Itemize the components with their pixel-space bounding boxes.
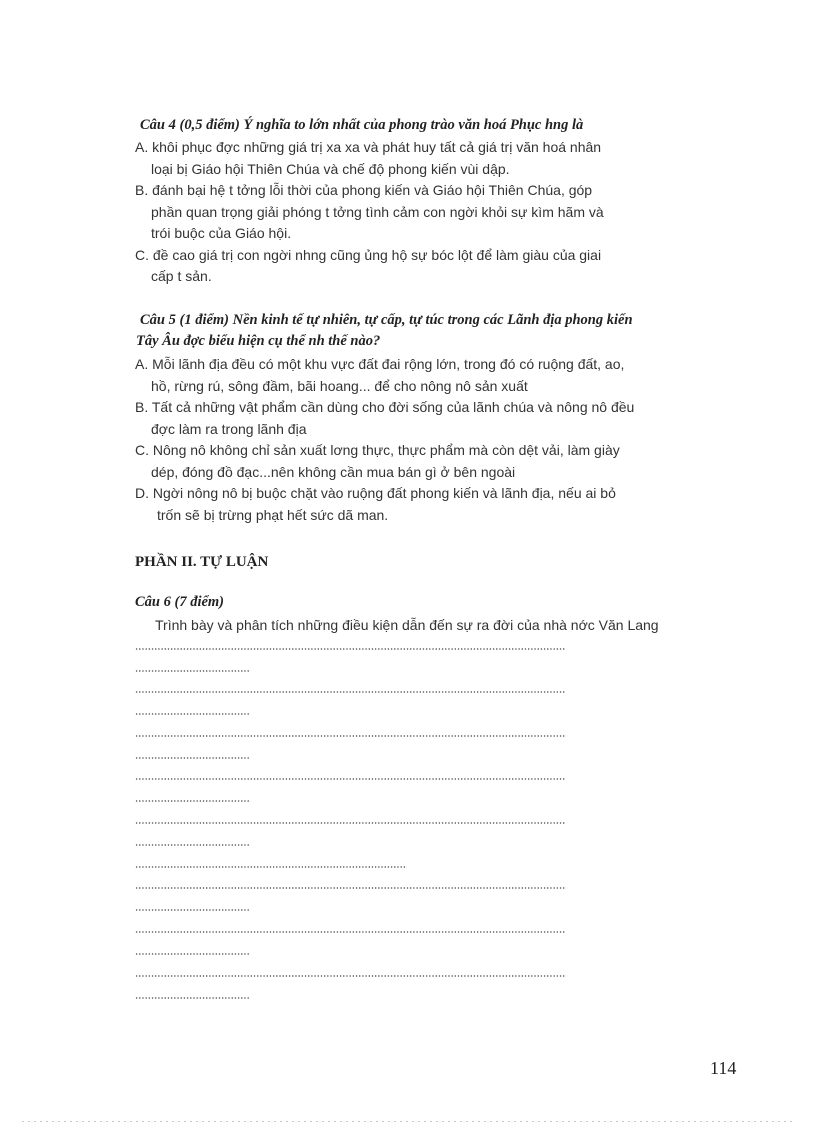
answer-dotted-line xyxy=(135,953,250,955)
page-number: 114 xyxy=(710,1058,737,1078)
answer-dotted-line xyxy=(135,866,407,868)
q5-option-a-line1: A. Mỗi lãnh địa đều có một khu vực đất đai rộng lớn, trong đó có ruộng đất, ao, xyxy=(135,356,625,372)
answer-dotted-line xyxy=(135,931,565,933)
q5-option-a-line2: hồ, rừng rú, sông đầm, bãi hoang... để cho nông nô sản xuất xyxy=(151,377,528,394)
answer-dotted-line xyxy=(135,822,565,824)
answer-dotted-line xyxy=(135,670,250,672)
q5-option-c-line2: dép, đóng đồ đạc...nên không cần mua bán gì ở bên ngoài xyxy=(151,463,516,480)
answer-dotted-line xyxy=(135,648,565,650)
answer-dotted-line xyxy=(135,975,565,977)
answer-dotted-line xyxy=(135,735,565,737)
q5-option-d-line2: trốn sẽ bị trừng phạt hết sức dã man. xyxy=(157,506,389,523)
q4-option-b-line2: phần quan trọng giải phóng t tởng tình cảm con ngời khỏi sự kìm hãm và xyxy=(151,203,604,220)
question-5-title-line1: Câu 5 (1 điểm) Nền kinh tế tự nhiên, tự cấp, tự túc trong các Lãnh địa phong kiến xyxy=(140,312,633,328)
q5-option-b-line2: đợc làm ra trong lãnh địa xyxy=(151,420,307,437)
q4-option-b-line1: B. đánh bại hệ t tởng lỗi thời của phong kiến và Giáo hội Thiên Chúa, góp xyxy=(135,182,593,198)
q5-option-d-line1: D. Ngời nông nô bị buộc chặt vào ruộng đất phong kiến và lãnh địa, nếu ai bỏ xyxy=(135,485,616,501)
page-bottom-border xyxy=(20,1121,796,1122)
question-4-title: Câu 4 (0,5 điểm) Ý nghĩa to lớn nhất của phong trào văn hoá Phục hng là xyxy=(140,117,584,133)
answer-dotted-line xyxy=(135,997,250,999)
question-4-options xyxy=(135,137,604,288)
answer-dotted-line xyxy=(135,909,250,911)
q5-option-b-line1: B. Tất cả những vật phẩm cần dùng cho đời sống của lãnh chúa và nông nô đều xyxy=(135,399,635,415)
question-5-options xyxy=(135,354,634,526)
q4-option-c-line1: C. đề cao giá trị con ngời nhng cũng ủng hộ sự bóc lột để làm giàu của giai xyxy=(135,246,602,263)
q4-option-c-line2: cấp t sản. xyxy=(151,268,212,284)
answer-dotted-line xyxy=(135,778,565,780)
answer-dotted-line xyxy=(135,887,565,889)
q4-option-a-line1: A. khôi phục đợc những giá trị xa xa và phát huy tất cả giá trị văn hoá nhân xyxy=(135,139,602,155)
question-6-title: Câu 6 (7 điểm) xyxy=(135,594,225,610)
answer-dotted-line xyxy=(135,713,250,715)
q4-option-b-line3: trói buộc của Giáo hội. xyxy=(151,225,292,241)
question-5-title-line2: Tây Âu đợc biểu hiện cụ thể nh thế nào? xyxy=(136,333,381,349)
q5-option-c-line1: C. Nông nô không chỉ sản xuất lơng thực, thực phẩm mà còn dệt vải, làm giày xyxy=(135,442,620,458)
section-title: PHẦN II. TỰ LUẬN xyxy=(135,554,269,570)
q4-option-a-line2: loại bị Giáo hội Thiên Chúa và chế độ phong kiến vùi dập. xyxy=(151,160,510,177)
answer-dotted-line xyxy=(135,844,250,846)
answer-dotted-line xyxy=(135,800,250,802)
answer-dotted-line xyxy=(135,757,250,759)
answer-dotted-line xyxy=(135,691,565,693)
question-6-prompt: Trình bày và phân tích những điều kiện dẫn đến sự ra đời của nhà nớc Văn Lang xyxy=(155,617,659,633)
